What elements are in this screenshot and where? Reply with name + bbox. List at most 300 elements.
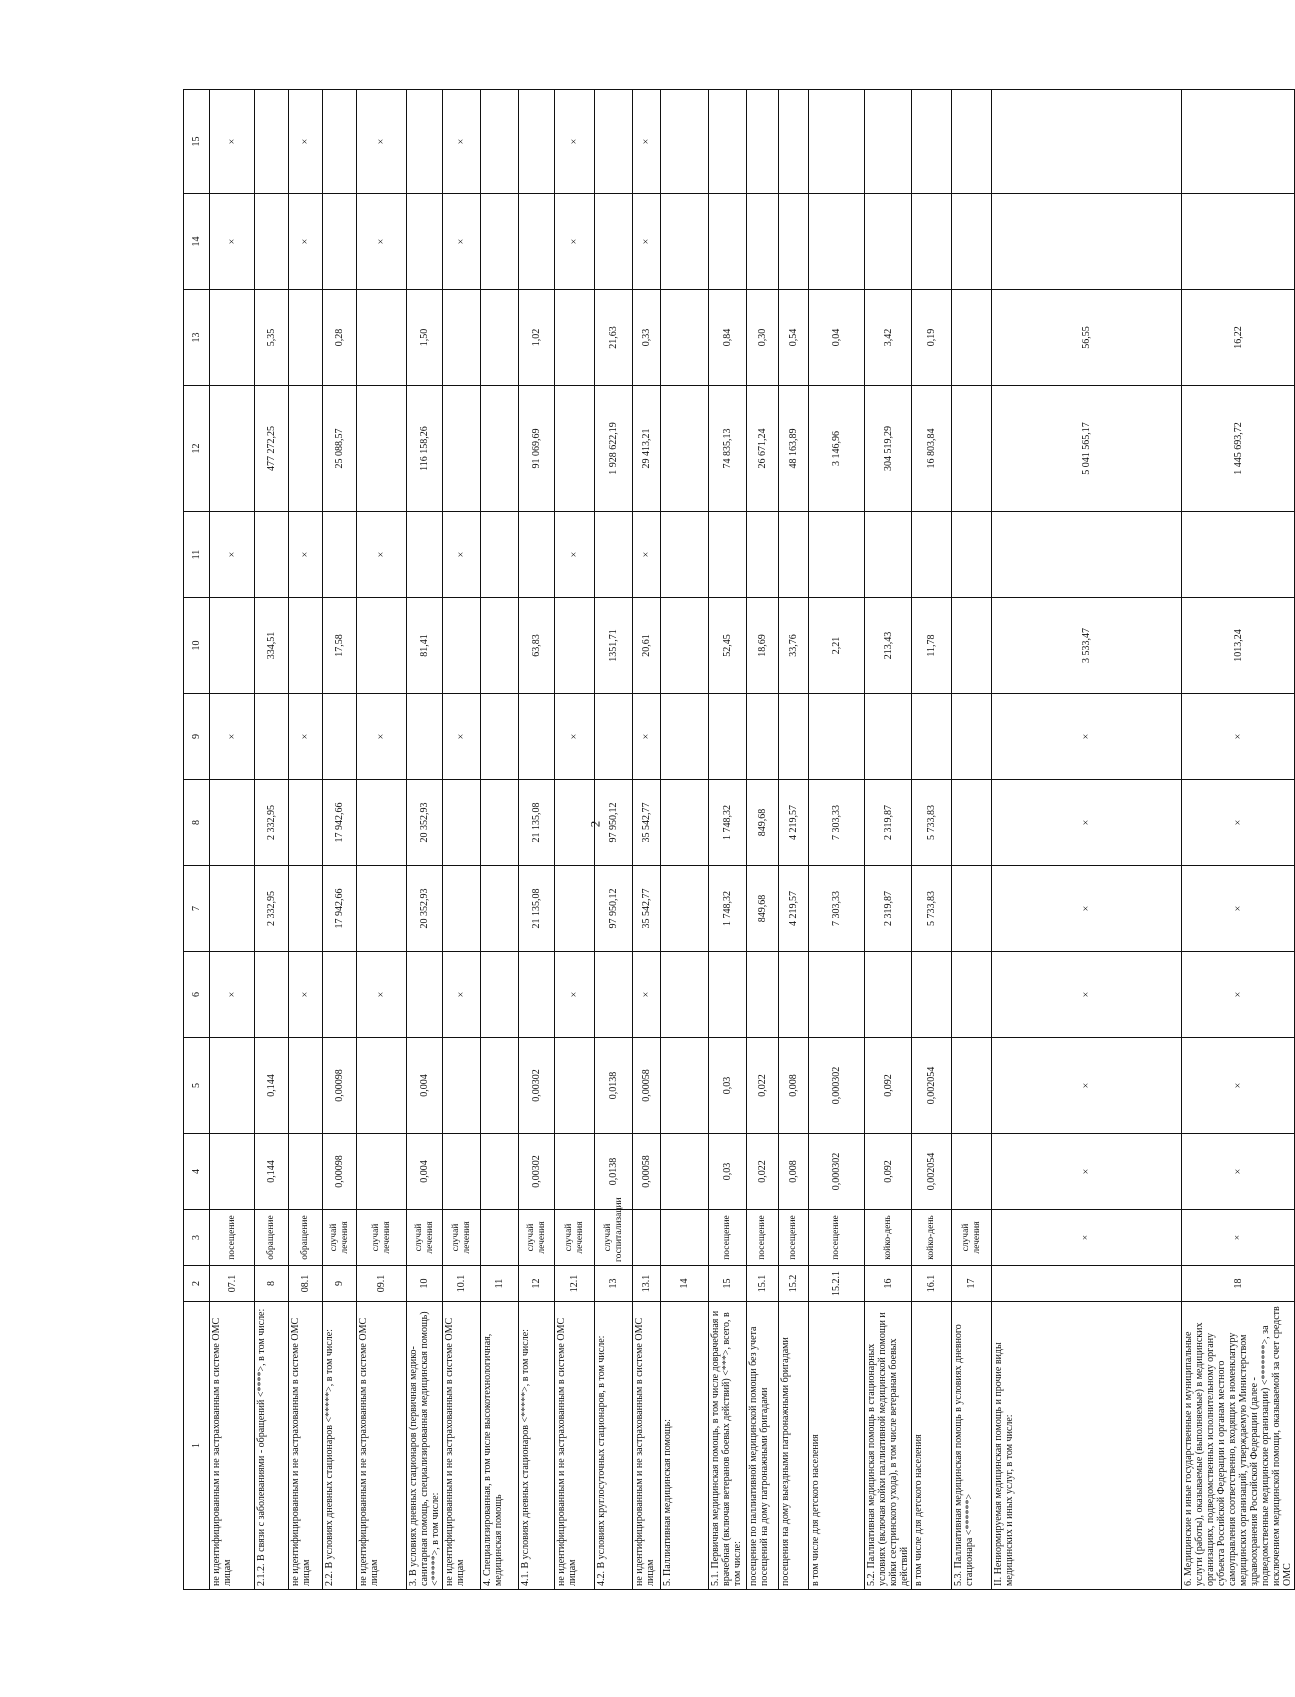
- table-cell: ×: [992, 952, 1182, 1038]
- table-cell: 0,00058: [633, 1134, 661, 1210]
- table-cell: [661, 1038, 709, 1134]
- row-name: не идентифицированным и не застрахованным в системе ОМС лицам: [633, 1302, 661, 1590]
- table-cell: ×: [555, 90, 595, 194]
- table-cell: [555, 598, 595, 694]
- table-cell: 1 445 693,72: [1182, 386, 1295, 512]
- table-cell: [747, 952, 779, 1038]
- row-name: 3. В условиях дневных стационаров (первичная медико-санитарная помощь, специализированная медицинская помощь) <*****>, в том числе:: [407, 1302, 443, 1590]
- table-cell: [661, 386, 709, 512]
- table-cell: [779, 90, 809, 194]
- table-cell: 11,78: [912, 598, 952, 694]
- table-cell: 0,144: [255, 1134, 289, 1210]
- table-cell: [443, 866, 481, 952]
- table-cell: [661, 952, 709, 1038]
- table-row: [443, 90, 481, 1590]
- table-cell: [865, 194, 912, 290]
- table-cell: [809, 512, 865, 598]
- row-name: не идентифицированным и не застрахованным в системе ОМС лицам: [289, 1302, 323, 1590]
- table-cell: [709, 90, 747, 194]
- table-cell: [443, 1134, 481, 1210]
- table-cell: [952, 598, 992, 694]
- table-cell: случай лечения: [952, 1210, 992, 1266]
- table-cell: ×: [289, 512, 323, 598]
- table-cell: [323, 194, 357, 290]
- table-cell: [289, 290, 323, 386]
- table-cell: [481, 1134, 519, 1210]
- table-cell: ×: [633, 512, 661, 598]
- table-cell: 2 332,95: [255, 780, 289, 866]
- table-cell: 18,69: [747, 598, 779, 694]
- table-cell: [912, 512, 952, 598]
- rotated-table-wrapper: [183, 90, 1293, 1590]
- row-name: 5.3. Паллиативная медицинская помощь в условиях дневного стационара <******>: [952, 1302, 992, 1590]
- table-cell: ×: [992, 694, 1182, 780]
- table-cell: [519, 194, 555, 290]
- table-cell: ×: [1182, 1210, 1295, 1266]
- table-cell: [952, 780, 992, 866]
- table-cell: 20 352,93: [407, 780, 443, 866]
- table-cell: [952, 290, 992, 386]
- table-cell: [747, 194, 779, 290]
- table-cell: [357, 386, 407, 512]
- table-cell: [255, 194, 289, 290]
- table-cell: 0,33: [633, 290, 661, 386]
- table-cell: ×: [357, 952, 407, 1038]
- table-cell: 1351,71: [595, 598, 633, 694]
- table-row: [709, 90, 747, 1590]
- table-cell: [289, 780, 323, 866]
- table-cell: 213,43: [865, 598, 912, 694]
- table-cell: [481, 512, 519, 598]
- table-cell: ×: [992, 1210, 1182, 1266]
- table-cell: 1,02: [519, 290, 555, 386]
- table-cell: 9: [323, 1266, 357, 1302]
- table-cell: ×: [210, 694, 255, 780]
- table-cell: ×: [1182, 1134, 1295, 1210]
- table-cell: посещение: [210, 1210, 255, 1266]
- table-cell: [210, 866, 255, 952]
- table-row: [595, 90, 633, 1590]
- table-cell: 26 671,24: [747, 386, 779, 512]
- table-cell: [747, 90, 779, 194]
- table-cell: 20 352,93: [407, 866, 443, 952]
- table-cell: [481, 694, 519, 780]
- table-cell: [255, 90, 289, 194]
- table-cell: 3,42: [865, 290, 912, 386]
- table-row: [747, 90, 779, 1590]
- table-cell: [289, 1038, 323, 1134]
- header-row: [184, 90, 210, 1590]
- table-cell: 12.1: [555, 1266, 595, 1302]
- table-cell: 0,03: [709, 1038, 747, 1134]
- table-cell: [323, 694, 357, 780]
- table-cell: 4 219,57: [779, 866, 809, 952]
- table-cell: ×: [210, 90, 255, 194]
- table-row: [912, 90, 952, 1590]
- table-cell: посещение: [709, 1210, 747, 1266]
- table-cell: 56,55: [992, 290, 1182, 386]
- header-cell: 1: [184, 1302, 210, 1590]
- row-name: 5.2. Паллиативная медицинская помощь в стационарных условиях (включая койки паллиативной медицинской помощи и койки сестринского ухода), в том числе ветеранам боевых действий: [865, 1302, 912, 1590]
- table-cell: [289, 598, 323, 694]
- table-cell: ×: [555, 512, 595, 598]
- table-row: [952, 90, 992, 1590]
- table-cell: 07.1: [210, 1266, 255, 1302]
- table-cell: ×: [1182, 780, 1295, 866]
- table-cell: [443, 780, 481, 866]
- table-cell: [661, 194, 709, 290]
- table-cell: [912, 694, 952, 780]
- row-name: 6. Медицинские и иные государственные и муниципальные услуги (работы), оказываемые (выполняемые) в медицинских организациях, подведомственных исполнительному органу субъекта Российской Федерации и органам местного самоуправления соответственно, входящих в номенклатуру медицинских организаций, утверждаемую Министерством здравоохранения Российской Федерации (далее - подведомственные медицинские организации) <*******>, за исключением медицинской помощи, оказываемой за счет средств ОМС: [1182, 1302, 1295, 1590]
- row-name: 4.1. В условиях дневных стационаров <*****>, в том числе:: [519, 1302, 555, 1590]
- header-cell: 6: [184, 952, 210, 1038]
- table-cell: 20,61: [633, 598, 661, 694]
- table-row: [255, 90, 289, 1590]
- header-cell: 12: [184, 386, 210, 512]
- table-cell: 74 835,13: [709, 386, 747, 512]
- table-row: [779, 90, 809, 1590]
- table-cell: ×: [357, 194, 407, 290]
- table-cell: [661, 866, 709, 952]
- table-cell: ×: [555, 694, 595, 780]
- table-cell: [912, 194, 952, 290]
- table-cell: [661, 1210, 709, 1266]
- table-cell: [709, 194, 747, 290]
- table-cell: [357, 290, 407, 386]
- page-number: 2: [587, 820, 603, 828]
- table-cell: [323, 512, 357, 598]
- header-cell: 3: [184, 1210, 210, 1266]
- table-cell: [912, 90, 952, 194]
- row-name: 4.2. В условиях круглосуточных стационаров, в том числе:: [595, 1302, 633, 1590]
- table-cell: [357, 1134, 407, 1210]
- table-cell: [709, 694, 747, 780]
- table-cell: [952, 386, 992, 512]
- table-cell: 52,45: [709, 598, 747, 694]
- table-cell: 0,002054: [912, 1134, 952, 1210]
- table-cell: 14: [661, 1266, 709, 1302]
- row-name: посещения на дому выездными патронажными бригадами: [779, 1302, 809, 1590]
- table-cell: [481, 194, 519, 290]
- table-cell: [595, 90, 633, 194]
- table-cell: 17,58: [323, 598, 357, 694]
- table-cell: [357, 598, 407, 694]
- table-cell: [709, 952, 747, 1038]
- table-cell: 1,50: [407, 290, 443, 386]
- table-cell: [1182, 512, 1295, 598]
- table-row: [865, 90, 912, 1590]
- table-cell: [210, 290, 255, 386]
- table-cell: ×: [289, 694, 323, 780]
- table-cell: 17: [952, 1266, 992, 1302]
- table-cell: 7 303,33: [809, 866, 865, 952]
- table-cell: ×: [992, 1038, 1182, 1134]
- table-cell: 12: [519, 1266, 555, 1302]
- table-cell: 15.2: [779, 1266, 809, 1302]
- table-cell: 5 041 565,17: [992, 386, 1182, 512]
- table-cell: 35 542,77: [633, 866, 661, 952]
- table-cell: ×: [443, 90, 481, 194]
- table-cell: [595, 512, 633, 598]
- table-cell: [952, 952, 992, 1038]
- header-cell: 8: [184, 780, 210, 866]
- table-cell: 09.1: [357, 1266, 407, 1302]
- table-cell: [952, 1134, 992, 1210]
- table-row: [809, 90, 865, 1590]
- table-cell: [555, 1038, 595, 1134]
- table-cell: [555, 386, 595, 512]
- table-cell: 0,28: [323, 290, 357, 386]
- table-cell: [481, 386, 519, 512]
- header-cell: 14: [184, 194, 210, 290]
- table-cell: [952, 90, 992, 194]
- table-cell: 0,004: [407, 1134, 443, 1210]
- table-cell: 81,41: [407, 598, 443, 694]
- table-cell: ×: [357, 694, 407, 780]
- table-cell: [255, 512, 289, 598]
- table-cell: 16.1: [912, 1266, 952, 1302]
- table-row: [555, 90, 595, 1590]
- row-name: 5. Паллиативная медицинская помощь:: [661, 1302, 709, 1590]
- table-cell: ×: [210, 512, 255, 598]
- row-name: 2.2. В условиях дневных стационаров <*****>, в том числе:: [323, 1302, 357, 1590]
- table-cell: 2 332,95: [255, 866, 289, 952]
- table-cell: посещение: [747, 1210, 779, 1266]
- table-cell: ×: [1182, 866, 1295, 952]
- table-cell: [661, 90, 709, 194]
- table-cell: 1013,24: [1182, 598, 1295, 694]
- table-cell: 4 219,57: [779, 780, 809, 866]
- table-cell: 0,0138: [595, 1038, 633, 1134]
- table-cell: [747, 694, 779, 780]
- table-cell: 97 950,12: [595, 866, 633, 952]
- table-cell: [481, 1210, 519, 1266]
- table-cell: [210, 1134, 255, 1210]
- table-cell: 0,004: [407, 1038, 443, 1134]
- table-cell: 0,0138: [595, 1134, 633, 1210]
- table-cell: [747, 512, 779, 598]
- table-cell: [952, 866, 992, 952]
- row-name: 4. Специализированная, в том числе высокотехнологичная, медицинская помощь: [481, 1302, 519, 1590]
- table-cell: [555, 780, 595, 866]
- table-cell: [407, 90, 443, 194]
- table-cell: [210, 386, 255, 512]
- table-cell: [661, 512, 709, 598]
- table-cell: 2,21: [809, 598, 865, 694]
- table-cell: [481, 866, 519, 952]
- table-cell: [661, 598, 709, 694]
- header-cell: 15: [184, 90, 210, 194]
- row-name: II. Нениормируемая медицинская помощь и прочие виды медицинских и иных услуг, в том числе:: [992, 1302, 1182, 1590]
- table-cell: случай лечения: [407, 1210, 443, 1266]
- table-cell: [952, 1038, 992, 1134]
- table-cell: 0,03: [709, 1134, 747, 1210]
- table-cell: 334,51: [255, 598, 289, 694]
- table-cell: [779, 194, 809, 290]
- table-cell: 21 135,08: [519, 780, 555, 866]
- table-cell: [809, 90, 865, 194]
- table-cell: [210, 780, 255, 866]
- table-cell: [443, 290, 481, 386]
- table-cell: [952, 694, 992, 780]
- table-cell: [519, 952, 555, 1038]
- table-cell: 15: [709, 1266, 747, 1302]
- table-cell: [407, 952, 443, 1038]
- header-cell: 11: [184, 512, 210, 598]
- table-cell: 2 319,87: [865, 780, 912, 866]
- table-cell: [661, 290, 709, 386]
- table-cell: 97 950,12: [595, 780, 633, 866]
- table-cell: 16,22: [1182, 290, 1295, 386]
- table-cell: ×: [992, 780, 1182, 866]
- table-cell: посещение: [779, 1210, 809, 1266]
- table-cell: [661, 1134, 709, 1210]
- table-cell: случай госпитализации: [595, 1210, 633, 1266]
- table-cell: [289, 386, 323, 512]
- table-cell: [779, 952, 809, 1038]
- table-cell: ×: [210, 194, 255, 290]
- table-cell: 17 942,66: [323, 780, 357, 866]
- table-cell: 15.2.1: [809, 1266, 865, 1302]
- table-cell: ×: [289, 90, 323, 194]
- table-cell: койко-день: [865, 1210, 912, 1266]
- table-cell: 0,008: [779, 1038, 809, 1134]
- table-row: [481, 90, 519, 1590]
- table-row: [323, 90, 357, 1590]
- table-cell: [865, 512, 912, 598]
- header-cell: 10: [184, 598, 210, 694]
- table-cell: 16 803,84: [912, 386, 952, 512]
- table-cell: ×: [633, 952, 661, 1038]
- table-cell: [519, 694, 555, 780]
- table-row: [633, 90, 661, 1590]
- table-cell: [289, 1134, 323, 1210]
- table-cell: 0,19: [912, 290, 952, 386]
- table-cell: 3 146,96: [809, 386, 865, 512]
- header-cell: 13: [184, 290, 210, 386]
- table-cell: ×: [633, 694, 661, 780]
- table-cell: [992, 512, 1182, 598]
- table-cell: [992, 90, 1182, 194]
- table-cell: [323, 952, 357, 1038]
- table-cell: 29 413,21: [633, 386, 661, 512]
- table-cell: [407, 512, 443, 598]
- table-cell: 304 519,29: [865, 386, 912, 512]
- table-cell: 5,35: [255, 290, 289, 386]
- header-cell: 5: [184, 1038, 210, 1134]
- table-cell: случай лечения: [323, 1210, 357, 1266]
- table-cell: 849,68: [747, 780, 779, 866]
- table-cell: [481, 1038, 519, 1134]
- table-cell: 0,092: [865, 1038, 912, 1134]
- row-name: посещение по паллиативной медицинской помощи без учета посещений на дому патронажными бригадами: [747, 1302, 779, 1590]
- table-cell: ×: [443, 952, 481, 1038]
- table-cell: 0,00302: [519, 1134, 555, 1210]
- table-cell: [289, 866, 323, 952]
- header-cell: 9: [184, 694, 210, 780]
- table-cell: [357, 1038, 407, 1134]
- table-cell: обращение: [255, 1210, 289, 1266]
- table-cell: [481, 90, 519, 194]
- table-cell: ×: [357, 512, 407, 598]
- table-cell: [519, 512, 555, 598]
- table-cell: [595, 194, 633, 290]
- row-name: не идентифицированным и не застрахованным в системе ОМС лицам: [443, 1302, 481, 1590]
- table-cell: [633, 1210, 661, 1266]
- table-cell: 10.1: [443, 1266, 481, 1302]
- table-cell: [865, 952, 912, 1038]
- table-cell: [210, 1038, 255, 1134]
- table-cell: [555, 290, 595, 386]
- table-cell: 18: [1182, 1266, 1295, 1302]
- table-cell: 33,76: [779, 598, 809, 694]
- table-cell: [357, 780, 407, 866]
- row-name: 2.1.2. В связи с заболеваниями - обращений <****>, в том числе:: [255, 1302, 289, 1590]
- table-cell: [255, 952, 289, 1038]
- table-cell: [443, 598, 481, 694]
- table-cell: [407, 694, 443, 780]
- table-cell: 3 533,47: [992, 598, 1182, 694]
- table-row: [661, 90, 709, 1590]
- table-cell: 63,83: [519, 598, 555, 694]
- row-name: 5.1. Первичная медицинская помощь, в том числе доврачебная и врачебная (включая ветеранов боевых действий) <***>, всего, в том числе:: [709, 1302, 747, 1590]
- table-cell: 0,002054: [912, 1038, 952, 1134]
- table-cell: [661, 694, 709, 780]
- table-cell: [779, 694, 809, 780]
- table-cell: 0,000302: [809, 1038, 865, 1134]
- table-cell: 0,84: [709, 290, 747, 386]
- table-cell: 25 088,57: [323, 386, 357, 512]
- table-cell: 5 733,83: [912, 780, 952, 866]
- header-cell: 7: [184, 866, 210, 952]
- table-cell: 0,54: [779, 290, 809, 386]
- table-cell: [323, 90, 357, 194]
- table-cell: ×: [1182, 1038, 1295, 1134]
- row-name: не идентифицированным и не застрахованным в системе ОМС лицам: [210, 1302, 255, 1590]
- table-cell: 2 319,87: [865, 866, 912, 952]
- table-cell: 08.1: [289, 1266, 323, 1302]
- table-cell: 116 158,26: [407, 386, 443, 512]
- table-cell: ×: [357, 90, 407, 194]
- table-cell: ×: [555, 952, 595, 1038]
- table-cell: [595, 694, 633, 780]
- table-cell: [1182, 90, 1295, 194]
- table-row: [210, 90, 255, 1590]
- table-cell: [709, 512, 747, 598]
- table-cell: [555, 866, 595, 952]
- table-cell: ×: [1182, 694, 1295, 780]
- table-cell: [912, 952, 952, 1038]
- table-cell: 13.1: [633, 1266, 661, 1302]
- table-cell: обращение: [289, 1210, 323, 1266]
- row-name: в том числе для детского населения: [809, 1302, 865, 1590]
- table-cell: 1 748,32: [709, 866, 747, 952]
- table-cell: 21,63: [595, 290, 633, 386]
- table-cell: ×: [992, 866, 1182, 952]
- table-cell: [809, 694, 865, 780]
- table-row: [992, 90, 1182, 1590]
- table-cell: 17 942,66: [323, 866, 357, 952]
- table-cell: 0,00098: [323, 1134, 357, 1210]
- table-cell: случай лечения: [519, 1210, 555, 1266]
- table-cell: 15.1: [747, 1266, 779, 1302]
- table-cell: 7 303,33: [809, 780, 865, 866]
- row-name: в том числе для детского населения: [912, 1302, 952, 1590]
- header-cell: 4: [184, 1134, 210, 1210]
- table-cell: [357, 866, 407, 952]
- table-cell: 1 928 622,19: [595, 386, 633, 512]
- table-cell: 477 272,25: [255, 386, 289, 512]
